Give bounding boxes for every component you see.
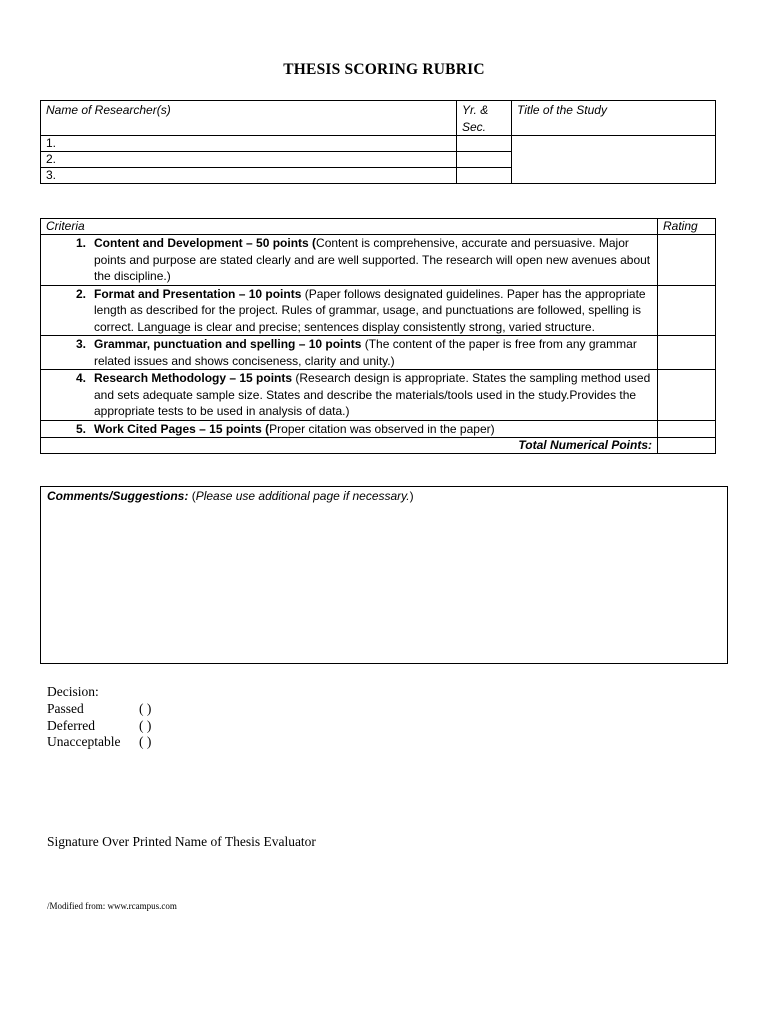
yr-sec-cell-3 bbox=[457, 168, 512, 184]
criteria-heading: Research Methodology – 15 points bbox=[94, 371, 293, 385]
criteria-item bbox=[41, 420, 658, 438]
decision-option-label: Unacceptable bbox=[47, 734, 121, 750]
decision-option-passed bbox=[47, 701, 151, 718]
yr-sec-header: Yr. & Sec. bbox=[457, 101, 512, 136]
criteria-number: 3. bbox=[75, 337, 86, 351]
rating-cell bbox=[658, 420, 716, 438]
rating-cell bbox=[658, 370, 716, 421]
criteria-table bbox=[40, 218, 716, 454]
criteria-heading: Work Cited Pages – 15 points ( bbox=[94, 421, 270, 436]
criteria-heading: Content and Development – 50 points ( bbox=[94, 236, 317, 250]
decision-option-unacceptable bbox=[47, 734, 151, 751]
document-title: THESIS SCORING RUBRIC bbox=[283, 61, 485, 78]
rating-header: Rating bbox=[658, 219, 716, 235]
criteria-description: (Research design is appropriate. States the sampling method used and sets adequate sample size. States and describe the materials/tools used in the study.Provides the appropriate tests to be used in analysis of data.) bbox=[94, 371, 651, 418]
criteria-item bbox=[41, 336, 658, 370]
decision-checkbox: ( ) bbox=[139, 700, 152, 716]
criteria-description: Content is comprehensive, accurate and persuasive. Major points and purpose are stated clearly and are well supported. The research will open new avenues about the discipline.) bbox=[94, 236, 651, 283]
source-footnote: /Modified from: www.rcampus.com bbox=[47, 901, 177, 911]
decision-section bbox=[47, 684, 151, 751]
criteria-item bbox=[41, 370, 658, 421]
criteria-heading: Grammar, punctuation and spelling – 10 points bbox=[94, 337, 362, 351]
comments-label: Comments/Suggestions: bbox=[47, 489, 189, 503]
criteria-heading: Format and Presentation – 10 points bbox=[94, 286, 302, 301]
decision-option-deferred bbox=[47, 718, 151, 735]
rating-cell bbox=[658, 285, 716, 336]
criteria-item bbox=[41, 285, 658, 336]
criteria-description: (Paper follows designated guidelines. Paper has the appropriate length as described for the project. Rules of grammar, usage, and punctuations are followed, spelling is correct. Language is clear and precise; sentences display consistently strong, varied structure. bbox=[94, 286, 646, 334]
signature-label: Signature Over Printed Name of Thesis Evaluator bbox=[47, 834, 316, 849]
criteria-header: Criteria bbox=[41, 219, 658, 235]
decision-checkbox: ( ) bbox=[139, 717, 152, 733]
criteria-number: 5. bbox=[75, 421, 86, 436]
researcher-row-1: 1. bbox=[41, 136, 457, 152]
yr-sec-cell-2 bbox=[457, 152, 512, 168]
criteria-number: 4. bbox=[75, 371, 86, 385]
study-title-header: Title of the Study bbox=[512, 101, 716, 136]
criteria-description: (The content of the paper is free from any grammar related issues and shows conciseness, clarity and unity.) bbox=[94, 337, 637, 368]
researcher-table bbox=[40, 100, 716, 184]
yr-sec-cell-1 bbox=[457, 136, 512, 152]
total-points-label: Total Numerical Points: bbox=[41, 438, 658, 454]
comments-note-close: ) bbox=[409, 489, 414, 503]
rating-cell bbox=[658, 235, 716, 286]
decision-option-label: Passed bbox=[47, 700, 84, 716]
comments-note: Please use additional page if necessary. bbox=[195, 489, 410, 503]
decision-label: Decision: bbox=[47, 684, 99, 699]
comments-box bbox=[40, 486, 728, 664]
criteria-number: 1. bbox=[75, 236, 86, 250]
study-title-cell bbox=[512, 136, 716, 184]
comments-note-open: ( bbox=[188, 489, 196, 503]
researcher-row-2: 2. bbox=[41, 152, 457, 168]
criteria-description: Proper citation was observed in the paper) bbox=[269, 421, 495, 436]
rating-cell bbox=[658, 336, 716, 370]
criteria-number: 2. bbox=[75, 286, 86, 301]
criteria-item bbox=[41, 235, 658, 286]
researcher-name-header: Name of Researcher(s) bbox=[41, 101, 457, 136]
decision-option-label: Deferred bbox=[47, 717, 95, 733]
decision-checkbox: ( ) bbox=[139, 734, 152, 750]
total-points-cell bbox=[658, 438, 716, 454]
researcher-row-3: 3. bbox=[41, 168, 457, 184]
